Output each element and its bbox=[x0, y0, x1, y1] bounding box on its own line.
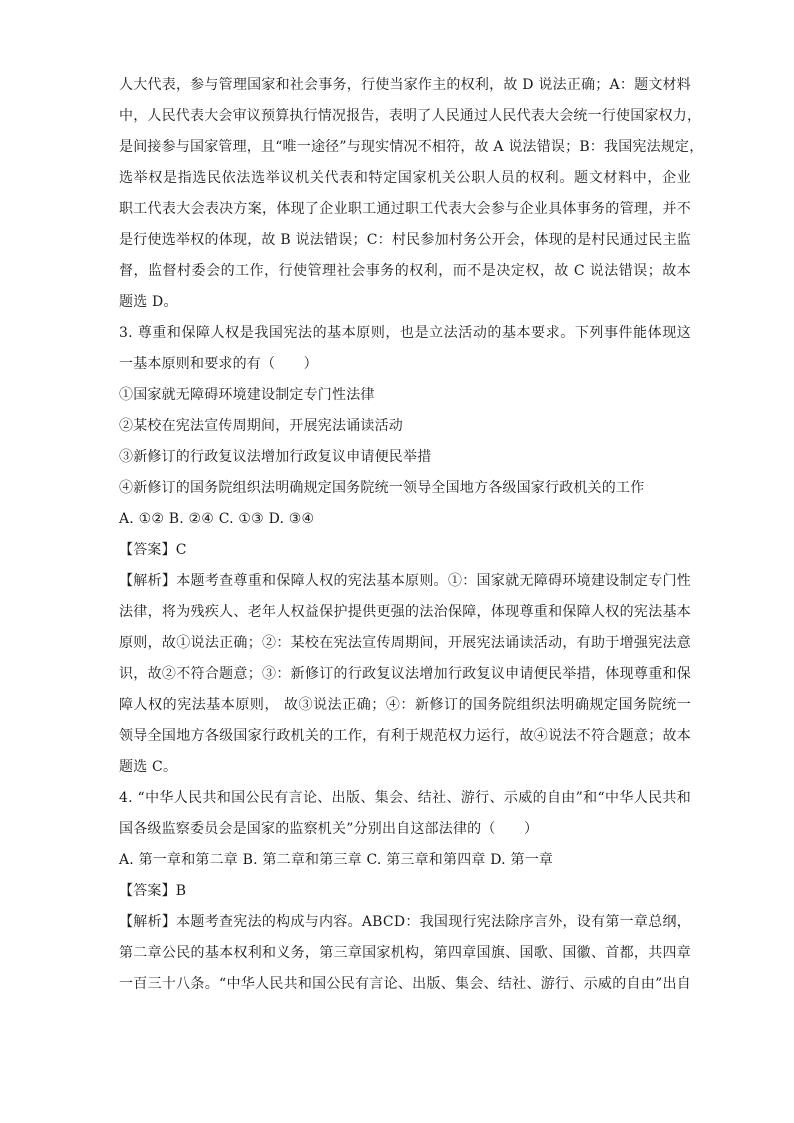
question-4-analysis: 【解析】本题考查宪法的构成与内容。ABCD：我国现行宪法除序言外，设有第一章总纲， bbox=[119, 914, 691, 930]
question-3-options: A. ①② B. ②④ C. ①③ D. ③④ bbox=[119, 511, 315, 527]
question-3-item: ①国家就无障碍环境建设制定专门性法律 bbox=[119, 387, 375, 403]
question-4-options: A. 第一章和第二章 B. 第二章和第三章 C. 第三章和第四章 D. 第一章 bbox=[119, 852, 554, 868]
question-3-analysis: 领导全国地方各级国家行政机关的工作，有利于规范权力运行，故④说法不符合题意；故本 bbox=[119, 728, 691, 744]
text-line: 督，监督村委会的工作，行使管理社会事务的权利，而不是决定权，故 C 说法错误；故本 bbox=[119, 263, 691, 279]
question-4-stem: 4. “中华人民共和国公民有言论、出版、集会、结社、游行、示威的自由”和“中华人民共和 bbox=[119, 790, 691, 806]
document-body bbox=[119, 70, 704, 1000]
question-3-stem: 一基本原则和要求的有（ ） bbox=[119, 356, 318, 372]
question-4-answer: 【答案】B bbox=[119, 883, 187, 899]
text-line: 是间接参与国家管理，且“唯一途径”与现实情况不相符，故 A 说法错误；B：我国宪法规定， bbox=[119, 139, 704, 155]
text-line: 人大代表，参与管理国家和社会事务，行使当家作主的权利，故 D 说法正确；A：题文材料 bbox=[119, 77, 691, 93]
question-4-analysis: 第二章公民的基本权利和义务，第三章国家机构，第四章国旗、国歌、国徽、首都，共四章 bbox=[119, 945, 691, 961]
question-3-analysis: 法律，将为残疾人、老年人权益保护提供更强的法治保障，体现尊重和保障人权的宪法基本 bbox=[119, 604, 691, 620]
question-3-item: ④新修订的国务院组织法明确规定国务院统一领导全国地方各级国家行政机关的工作 bbox=[119, 480, 645, 496]
question-3-analysis: 障人权的宪法基本原则， 故③说法正确；④：新修订的国务院组织法明确规定国务院统一 bbox=[119, 697, 691, 713]
question-3-analysis: 原则，故①说法正确；②：某校在宪法宣传周期间，开展宪法诵读活动，有助于增强宪法意 bbox=[119, 635, 691, 651]
question-3-stem: 3. 尊重和保障人权是我国宪法的基本原则，也是立法活动的基本要求。下列事件能体现这 bbox=[119, 325, 691, 341]
question-3-analysis: 题选 C。 bbox=[119, 759, 178, 775]
text-line: 是行使选举权的体现，故 B 说法错误；C：村民参加村务公开会，体现的是村民通过民主监 bbox=[119, 232, 691, 248]
text-line: 题选 D。 bbox=[119, 294, 178, 310]
question-4-analysis: 一百三十八条。“中华人民共和国公民有言论、出版、集会、结社、游行、示威的自由”出自 bbox=[119, 976, 691, 992]
question-3-item: ②某校在宪法宣传周期间，开展宪法诵读活动 bbox=[119, 418, 403, 434]
question-4-stem: 国各级监察委员会是国家的监察机关”分别出自这部法律的（ ） bbox=[119, 821, 539, 837]
text-line: 职工代表大会表决方案，体现了企业职工通过职工代表大会参与企业具体事务的管理，并不 bbox=[119, 201, 691, 217]
question-3-analysis: 【解析】本题考查尊重和保障人权的宪法基本原则。①：国家就无障碍环境建设制定专门性 bbox=[119, 573, 691, 589]
question-3-item: ③新修订的行政复议法增加行政复议申请便民举措 bbox=[119, 449, 432, 465]
text-line: 选举权是指选民依法选举议机关代表和特定国家机关公职人员的权利。题文材料中，企业 bbox=[119, 170, 691, 186]
text-line: 中，人民代表大会审议预算执行情况报告，表明了人民通过人民代表大会统一行使国家权力， bbox=[119, 108, 702, 124]
question-3-answer: 【答案】C bbox=[119, 542, 187, 558]
question-3-analysis: 识，故②不符合题意；③：新修订的行政复议法增加行政复议申请便民举措，体现尊重和保 bbox=[119, 666, 691, 682]
